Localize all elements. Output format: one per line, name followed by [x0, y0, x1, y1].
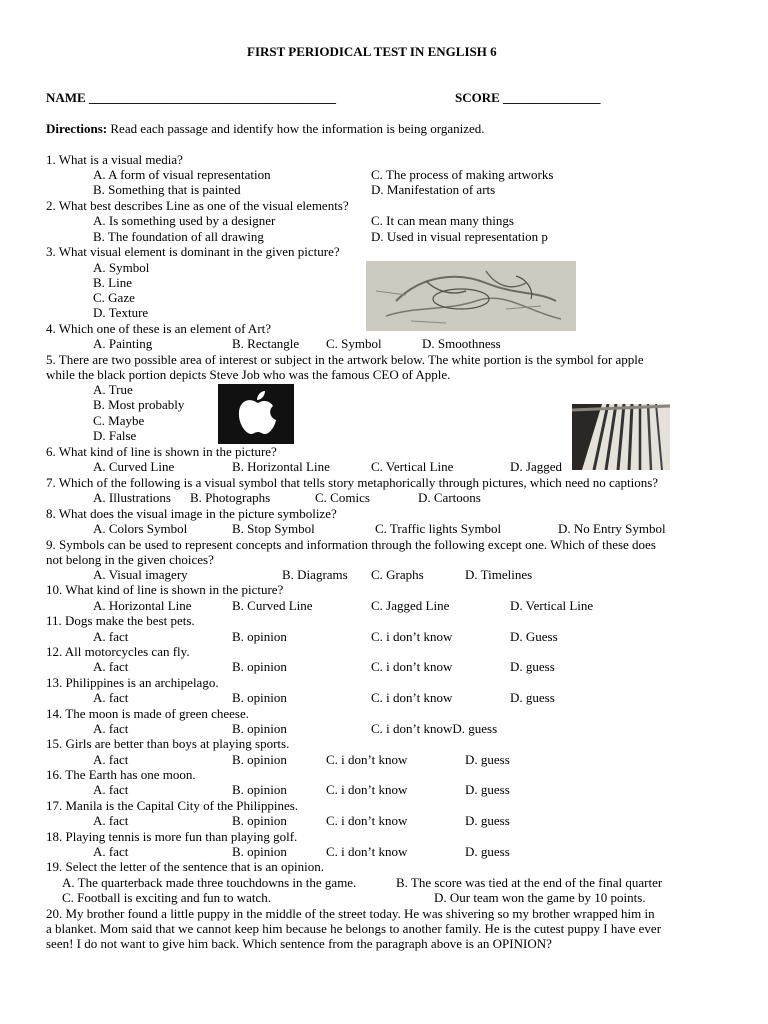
q19-choice-b[interactable]: B. The score was tied at the end of the final quarter	[396, 875, 663, 890]
question-3-stem: 3. What visual element is dominant in the given picture?	[46, 244, 340, 259]
q5-choice-a[interactable]: A. True	[93, 382, 133, 397]
q8-choice-c[interactable]: C. Traffic lights Symbol	[375, 521, 502, 536]
q19-choice-d[interactable]: D. Our team won the game by 10 points.	[434, 890, 646, 905]
question-16-stem: 16. The Earth has one moon.	[46, 767, 196, 782]
q3-choice-a[interactable]: A. Symbol	[93, 260, 150, 275]
q13-choice-a[interactable]: A. fact	[93, 690, 129, 705]
q15-choice-c[interactable]: C. i don’t know	[326, 752, 408, 767]
q1-choice-d[interactable]: D. Manifestation of arts	[371, 182, 496, 197]
railing-photo-image	[572, 404, 670, 470]
question-17-stem: 17. Manila is the Capital City of the Philippines.	[46, 798, 299, 813]
question-20-line3: seen! I do not want to give him back. Which sentence from the paragraph above is an OPINION?	[46, 936, 552, 951]
directions-label: Directions:	[46, 121, 108, 136]
question-1-stem: 1. What is a visual media?	[46, 152, 183, 167]
score-field[interactable]: SCORE _______________	[455, 90, 601, 105]
q5-choice-d[interactable]: D. False	[93, 428, 137, 443]
q14-choice-a[interactable]: A. fact	[93, 721, 129, 736]
question-14-stem: 14. The moon is made of green cheese.	[46, 706, 249, 721]
name-field[interactable]: NAME ______________________________________	[46, 90, 336, 105]
q17-choice-a[interactable]: A. fact	[93, 813, 129, 828]
q4-choice-b[interactable]: B. Rectangle	[232, 336, 300, 351]
question-20-line1: 20. My brother found a little puppy in the middle of the street today. He was shivering so my brother wrapped him in	[46, 906, 655, 921]
q7-choice-c[interactable]: C. Comics	[315, 490, 370, 505]
q7-choice-d[interactable]: D. Cartoons	[418, 490, 481, 505]
q19-choice-c[interactable]: C. Football is exciting and fun to watch.	[62, 890, 272, 905]
question-6-stem: 6. What kind of line is shown in the picture?	[46, 444, 277, 459]
q6-choice-c[interactable]: C. Vertical Line	[371, 459, 454, 474]
q11-choice-c[interactable]: C. i don’t know	[371, 629, 453, 644]
q12-choice-a[interactable]: A. fact	[93, 659, 129, 674]
q10-choice-a[interactable]: A. Horizontal Line	[93, 598, 192, 613]
q16-choice-d[interactable]: D. guess	[465, 782, 510, 797]
question-13-stem: 13. Philippines is an archipelago.	[46, 675, 219, 690]
q13-choice-d[interactable]: D. guess	[510, 690, 555, 705]
question-5-stem-line2: while the black portion depicts Steve Job who was the famous CEO of Apple.	[46, 367, 451, 382]
q6-choice-a[interactable]: A. Curved Line	[93, 459, 175, 474]
q14-choice-c-d[interactable]: C. i don’t knowD. guess	[371, 721, 498, 736]
q13-choice-b[interactable]: B. opinion	[232, 690, 287, 705]
q2-choice-b[interactable]: B. The foundation of all drawing	[93, 229, 264, 244]
sketch-lines	[366, 261, 576, 331]
question-5-stem-line1: 5. There are two possible area of interest or subject in the artwork below. The white portion is the symbol for apple	[46, 352, 644, 367]
vertical-lines-photo	[572, 404, 670, 470]
q14-choice-b[interactable]: B. opinion	[232, 721, 287, 736]
q6-choice-b[interactable]: B. Horizontal Line	[232, 459, 330, 474]
apple-logo-image	[218, 384, 294, 444]
q7-choice-a[interactable]: A. Illustrations	[93, 490, 171, 505]
q8-choice-d[interactable]: D. No Entry Symbol	[558, 521, 666, 536]
q12-choice-d[interactable]: D. guess	[510, 659, 555, 674]
q3-choice-c[interactable]: C. Gaze	[93, 290, 135, 305]
question-9-stem-line1: 9. Symbols can be used to represent concepts and information through the following except one. Which of these does	[46, 537, 656, 552]
page-title: FIRST PERIODICAL TEST IN ENGLISH 6	[247, 44, 497, 59]
q7-choice-b[interactable]: B. Photographs	[190, 490, 271, 505]
question-12-stem: 12. All motorcycles can fly.	[46, 644, 190, 659]
question-20-line2: a blanket. Mom said that we cannot keep him because he belongs to another family. He is the cutest puppy I have ever	[46, 921, 662, 936]
q3-choice-b[interactable]: B. Line	[93, 275, 132, 290]
q15-choice-b[interactable]: B. opinion	[232, 752, 287, 767]
q12-choice-b[interactable]: B. opinion	[232, 659, 287, 674]
q5-choice-c[interactable]: C. Maybe	[93, 413, 145, 428]
q18-choice-b[interactable]: B. opinion	[232, 844, 287, 859]
question-7-stem: 7. Which of the following is a visual symbol that tells story metaphorically through pictures, which need no captions?	[46, 475, 659, 490]
question-2-stem: 2. What best describes Line as one of the visual elements?	[46, 198, 349, 213]
q1-choice-a[interactable]: A. A form of visual representation	[93, 167, 271, 182]
q17-choice-c[interactable]: C. i don’t know	[326, 813, 408, 828]
q10-choice-d[interactable]: D. Vertical Line	[510, 598, 594, 613]
q16-choice-c[interactable]: C. i don’t know	[326, 782, 408, 797]
q10-choice-c[interactable]: C. Jagged Line	[371, 598, 450, 613]
question-18-stem: 18. Playing tennis is more fun than playing golf.	[46, 829, 298, 844]
question-8-stem: 8. What does the visual image in the picture symbolize?	[46, 506, 337, 521]
q18-choice-c[interactable]: C. i don’t know	[326, 844, 408, 859]
question-19-stem: 19. Select the letter of the sentence that is an opinion.	[46, 859, 324, 874]
q3-choice-d[interactable]: D. Texture	[93, 305, 149, 320]
q1-choice-b[interactable]: B. Something that is painted	[93, 182, 241, 197]
q4-choice-c[interactable]: C. Symbol	[326, 336, 382, 351]
q9-choice-c[interactable]: C. Graphs	[371, 567, 424, 582]
sketch-drawing-image	[366, 261, 576, 331]
q1-choice-c[interactable]: C. The process of making artworks	[371, 167, 554, 182]
q13-choice-c[interactable]: C. i don’t know	[371, 690, 453, 705]
q11-choice-d[interactable]: D. Guess	[510, 629, 558, 644]
directions-text: Read each passage and identify how the information is being organized.	[107, 121, 485, 136]
q16-choice-a[interactable]: A. fact	[93, 782, 129, 797]
q5-choice-b[interactable]: B. Most probably	[93, 397, 185, 412]
question-10-stem: 10. What kind of line is shown in the picture?	[46, 582, 284, 597]
q11-choice-b[interactable]: B. opinion	[232, 629, 287, 644]
q10-choice-b[interactable]: B. Curved Line	[232, 598, 313, 613]
q11-choice-a[interactable]: A. fact	[93, 629, 129, 644]
q17-choice-b[interactable]: B. opinion	[232, 813, 287, 828]
q2-choice-c[interactable]: C. It can mean many things	[371, 213, 514, 228]
q2-choice-a[interactable]: A. Is something used by a designer	[93, 213, 276, 228]
q15-choice-d[interactable]: D. guess	[465, 752, 510, 767]
q12-choice-c[interactable]: C. i don’t know	[371, 659, 453, 674]
q9-choice-d[interactable]: D. Timelines	[465, 567, 533, 582]
q8-choice-b[interactable]: B. Stop Symbol	[232, 521, 315, 536]
q2-choice-d[interactable]: D. Used in visual representation p	[371, 229, 548, 244]
q9-choice-b[interactable]: B. Diagrams	[282, 567, 348, 582]
directions	[46, 121, 485, 136]
q4-choice-d[interactable]: D. Smoothness	[422, 336, 501, 351]
q16-choice-b[interactable]: B. opinion	[232, 782, 287, 797]
q15-choice-a[interactable]: A. fact	[93, 752, 129, 767]
q6-choice-d[interactable]: D. Jagged	[510, 459, 562, 474]
q8-choice-a[interactable]: A. Colors Symbol	[93, 521, 188, 536]
question-15-stem: 15. Girls are better than boys at playing sports.	[46, 736, 290, 751]
question-9-stem-line2: not belong in the given choices?	[46, 552, 214, 567]
q9-choice-a[interactable]: A. Visual imagery	[93, 567, 188, 582]
q17-choice-d[interactable]: D. guess	[465, 813, 510, 828]
q19-choice-a[interactable]: A. The quarterback made three touchdowns in the game.	[62, 875, 357, 890]
question-4-stem: 4. Which one of these is an element of Art?	[46, 321, 272, 336]
apple-icon	[218, 384, 294, 444]
q18-choice-a[interactable]: A. fact	[93, 844, 129, 859]
question-11-stem: 11. Dogs make the best pets.	[46, 613, 195, 628]
q18-choice-d[interactable]: D. guess	[465, 844, 510, 859]
q4-choice-a[interactable]: A. Painting	[93, 336, 153, 351]
